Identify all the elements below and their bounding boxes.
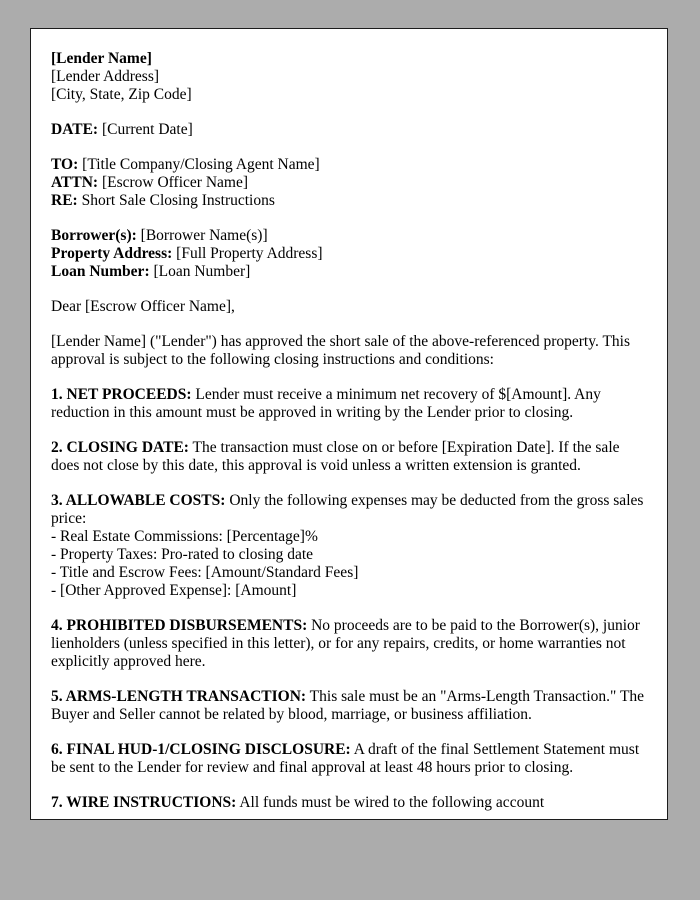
salutation: Dear [Escrow Officer Name],: [51, 298, 235, 315]
lender-address: [Lender Address]: [51, 68, 160, 85]
allowable-cost-item: - [Other Approved Expense]: [Amount]: [51, 582, 297, 599]
to-value: [Title Company/Closing Agent Name]: [82, 156, 320, 173]
re-line: [51, 192, 647, 210]
section-5-label: 5. ARMS-LENGTH TRANSACTION:: [51, 688, 307, 705]
date-line: [51, 121, 647, 139]
section-3-label: 3. ALLOWABLE COSTS:: [51, 492, 226, 509]
section-arms-length: [51, 688, 647, 724]
loan-label: Loan Number:: [51, 263, 150, 280]
re-value: Short Sale Closing Instructions: [81, 192, 275, 209]
section-5-text: This sale must be an "Arms-Length Transaction." The Buyer and Seller cannot be related by blood, marriage, or business affiliation.: [51, 688, 645, 723]
lender-block: [51, 50, 647, 104]
section-prohibited-disbursements: [51, 617, 647, 671]
borrowers-value: [Borrower Name(s)]: [140, 227, 268, 244]
lender-name: [Lender Name]: [51, 50, 152, 67]
to-line: [51, 156, 647, 174]
recipient-block: [51, 156, 647, 210]
section-2-label: 2. CLOSING DATE:: [51, 439, 189, 456]
section-final-hud: [51, 741, 647, 777]
borrowers-label: Borrower(s):: [51, 227, 137, 244]
section-3-intro: [51, 492, 643, 527]
allowable-cost-item: - Property Taxes: Pro-rated to closing date: [51, 546, 314, 563]
allowable-cost-item: - Title and Escrow Fees: [Amount/Standard Fees]: [51, 564, 359, 581]
loan-info-block: [51, 227, 647, 281]
lender-city-state-zip: [City, State, Zip Code]: [51, 86, 192, 103]
section-2-text: The transaction must close on or before [Expiration Date]. If the sale does not close by this date, this approval is void unless a written extension is granted.: [51, 439, 620, 474]
attn-label: ATTN:: [51, 174, 99, 191]
section-1-text: Lender must receive a minimum net recovery of $[Amount]. Any reduction in this amount must be approved in writing by the Lender prior to closing.: [51, 386, 601, 421]
attn-value: [Escrow Officer Name]: [101, 174, 248, 191]
section-net-proceeds: [51, 386, 647, 422]
section-4-label: 4. PROHIBITED DISBURSEMENTS:: [51, 617, 308, 634]
section-closing-date: [51, 439, 647, 475]
allowable-cost-item: - Real Estate Commissions: [Percentage]%: [51, 528, 318, 545]
date-label: DATE:: [51, 121, 99, 138]
section-3-text: Only the following expenses may be deducted from the gross sales price:: [51, 492, 644, 527]
section-4-text: No proceeds are to be paid to the Borrower(s), junior lienholders (unless specified in this letter), or for any repairs, credits, or home warranties not explicitly approved here.: [51, 617, 640, 670]
intro-paragraph: [Lender Name] ("Lender") has approved the short sale of the above-referenced property. This approval is subject to the following closing instructions and conditions:: [51, 333, 631, 368]
attn-line: [51, 174, 647, 192]
loan-value: [Loan Number]: [153, 263, 251, 280]
property-label: Property Address:: [51, 245, 173, 262]
section-1-label: 1. NET PROCEEDS:: [51, 386, 192, 403]
to-label: TO:: [51, 156, 79, 173]
property-value: [Full Property Address]: [176, 245, 323, 262]
re-label: RE:: [51, 192, 78, 209]
section-allowable-costs: [51, 492, 647, 600]
borrowers-line: [51, 227, 647, 245]
section-wire-instructions: [51, 794, 647, 812]
section-6-text: A draft of the final Settlement Statement must be sent to the Lender for review and final approval at least 48 hours prior to closing.: [51, 741, 640, 776]
date-value: [Current Date]: [101, 121, 193, 138]
section-7-label: 7. WIRE INSTRUCTIONS:: [51, 794, 237, 811]
property-line: [51, 245, 647, 263]
letter-page: [30, 28, 668, 820]
loan-line: [51, 263, 647, 281]
section-7-text: All funds must be wired to the following account: [236, 794, 545, 811]
section-6-label: 6. FINAL HUD-1/CLOSING DISCLOSURE:: [51, 741, 351, 758]
